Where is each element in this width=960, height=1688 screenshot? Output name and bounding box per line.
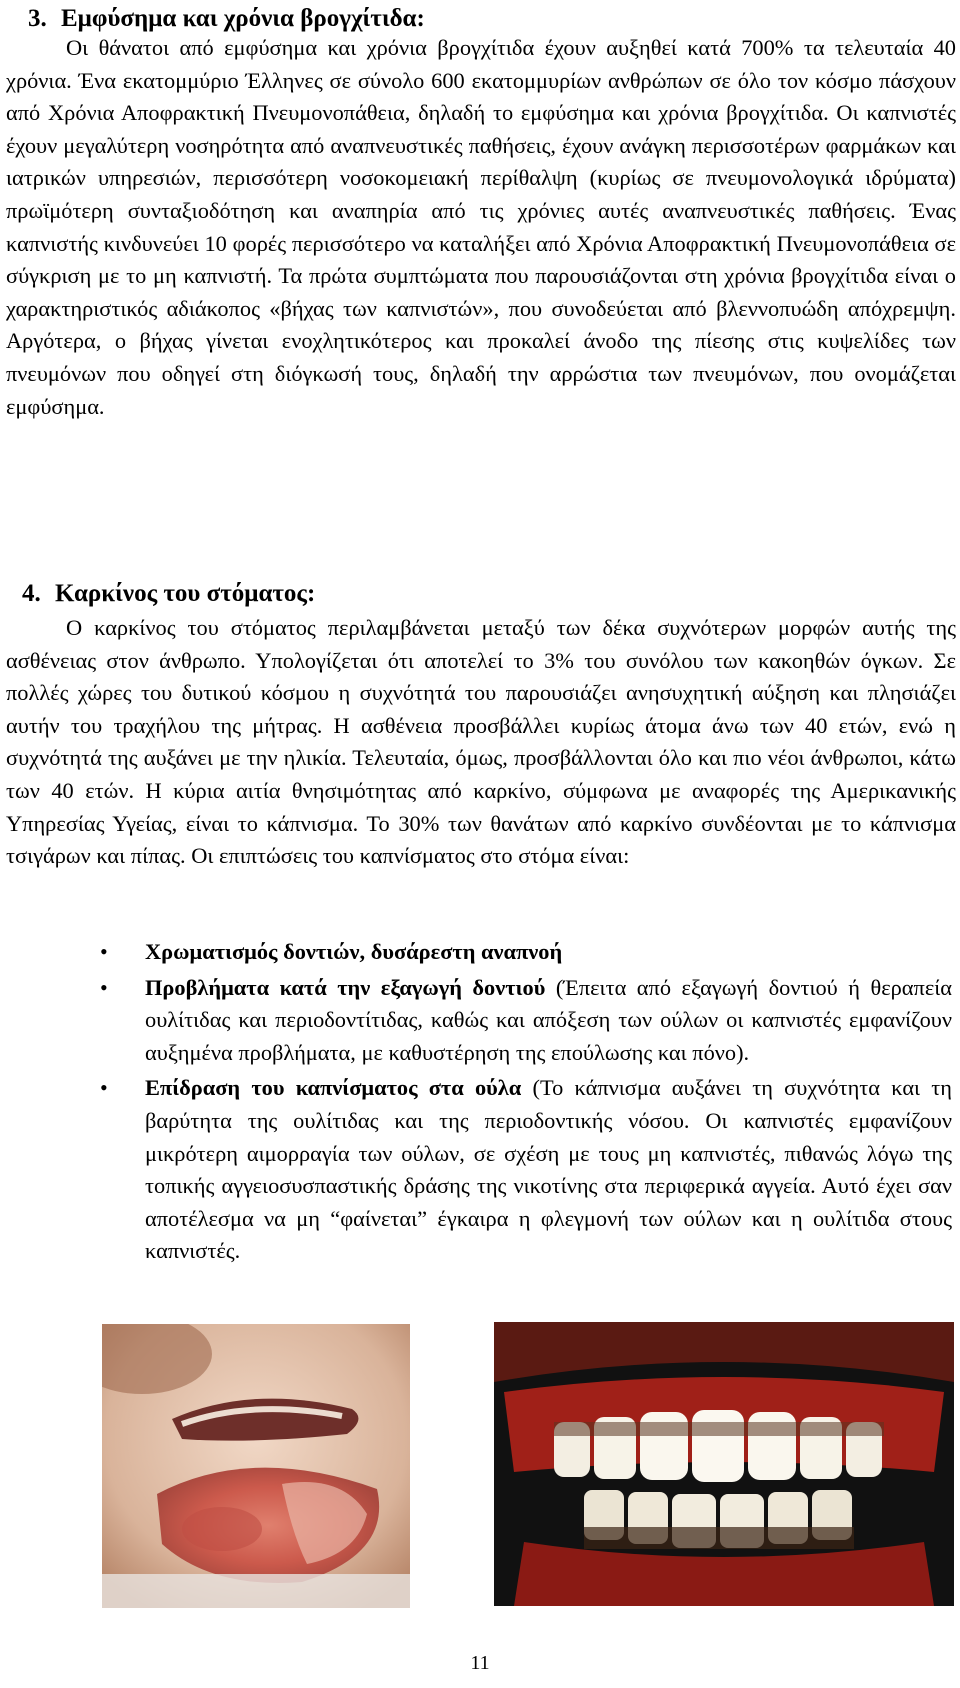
upper-teeth bbox=[554, 1410, 884, 1482]
list-item-text: (Έπειτα από εξαγωγή δοντιού ή θεραπεία ουλίτιδας και περιοδοντίτιδας, καθώς και απόξεση των ούλων οι καπνιστές εμφανίζουν αυξημένα προβλήματα, με καθυστέρηση της επούλωσης και πόνο). bbox=[145, 974, 952, 1065]
bullet-icon: • bbox=[100, 939, 108, 964]
section-4-title: Καρκίνος του στόματος: bbox=[55, 580, 316, 607]
section-3-paragraph bbox=[6, 32, 956, 423]
bullet-icon: • bbox=[100, 1075, 108, 1101]
lip-lesion-photo bbox=[102, 1324, 410, 1608]
section-4-heading bbox=[22, 579, 315, 609]
bullet-icon: • bbox=[100, 974, 108, 1000]
list-item bbox=[100, 972, 952, 1070]
section-4-text: Ο καρκίνος του στόματος περιλαμβάνεται μεταξύ των δέκα συχνότερων μορφών αυτής της ασθένειας στον άνθρωπο. Υπολογίζεται ότι αποτελεί το 3% του συνόλου των κακοηθών όγκων. Σε πολλές χώρες του δυτικού κόσμου η συχνότητά του παρουσιάζει ανησυχητική αύξηση και πλησιάζει αυτήν του τραχήλου της μήτρας. Η ασθένεια προσβάλλει κυρίως άτομα άνω των 40 ετών, ενώ η συχνότητά της αυξάνει με την ηλικία. Τελευταία, όμως, προσβάλλονται όλο και πιο νέοι άνθρωποι, κάτω των 40 ετών. Η κύρια αιτία θνησιμότητας από καρκίνο, σύμφωνα με αναφορές της Αμερικανικής Υπηρεσίας Υγείας, είναι το κάπνισμα. Το 30% των θανάτων από καρκίνο συνδέονται με το κάπνισμα τσιγάρων και πίπας. Οι επιπτώσεις του καπνίσματος στο στόμα είναι: bbox=[6, 615, 956, 869]
list-item bbox=[100, 1072, 952, 1268]
list-item-bold: Επίδραση του καπνίσματος στα ούλα bbox=[145, 1075, 522, 1101]
page-number: 11 bbox=[470, 1652, 490, 1674]
stained-teeth-photo bbox=[494, 1322, 954, 1606]
section-3-title: Εμφύσημα και χρόνια βρογχίτιδα: bbox=[61, 5, 425, 32]
section-3-text: Οι θάνατοι από εμφύσημα και χρόνια βρογχίτιδα έχουν αυξηθεί κατά 700% τα τελευταία 40 χρόνια. Ένα εκατομμύριο Έλληνες σε σύνολο 600 εκατομμυρίων ανθρώπων σε όλο τον κόσμο πάσχουν από Χρόνια Αποφρακτική Πνευμονοπάθεια, δηλαδή το εμφύσημα και χρόνια βρογχίτιδα. Οι καπνιστές έχουν μεγαλύτερη νοσηρότητα από αναπνευστικές παθήσεις, έχουν ανάγκη περισσοτέρων φαρμάκων και ιατρικών υπηρεσιών, περισσότερη νοσοκομειακή περίθαλψη (κυρίως σε πνευμονολογικά ιδρύματα) πρωϊμότερη συνταξιοδότηση και αναπηρία από τις χρόνιες αυτές αναπνευστικές παθήσεις. Ένας καπνιστής κινδυνεύει 10 φορές περισσότερο να καταλήξει από Χρόνια Αποφρακτική Πνευμονοπάθεια σε σύγκριση με το μη καπνιστή. Τα πρώτα συμπτώματα που παρουσιάζονται στη χρόνια βρογχίτιδα είναι ο χαρακτηριστικός αδιάκοπος «βήχας των καπνιστών», που συνοδεύεται από βλεννοπυώδη απόχρεμψη. Αργότερα, ο βήχας γίνεται ενοχλητικότερος και προκαλεί άνοδο της πίεσης στις κυψελίδες των πνευμόνων που οδηγεί στη διόγκωσή τους, δηλαδή την αρρώστια των πνευμόνων, που ονομάζεται εμφύσημα. bbox=[6, 35, 956, 419]
section-4-paragraph bbox=[6, 612, 956, 873]
section-3-heading bbox=[28, 4, 425, 34]
list-item-bold: Χρωματισμός δοντιών, δυσάρεστη αναπνοή bbox=[145, 939, 563, 964]
section-4-number: 4. bbox=[22, 580, 41, 607]
lip-lesion-image bbox=[102, 1324, 410, 1608]
effects-list bbox=[100, 936, 952, 1271]
list-item-bold: Προβλήματα κατά την εξαγωγή δοντιού bbox=[145, 974, 546, 1000]
section-3-number: 3. bbox=[28, 5, 47, 32]
list-item bbox=[100, 936, 952, 969]
list-item-text: (Το κάπνισμα αυξάνει τη συχνότητα και τη βαρύτητα της ουλίτιδας και της περιοδοντικής νόσου. Οι καπνιστές εμφανίζουν μικρότερη αιμορραγία των ούλων, σε σχέση με τους μη καπνιστές, πιθανώς λόγω της τοπικής αγγειοσυσπαστικής δράσης της νικοτίνης στα περιφερικά αγγεία. Αυτό έχει σαν αποτέλεσμα να μη “φαίνεται” έγκαιρα η φλεγμονή των ούλων και η ουλίτιδα στους καπνιστές. bbox=[145, 1075, 952, 1264]
stained-teeth-image bbox=[494, 1322, 954, 1606]
